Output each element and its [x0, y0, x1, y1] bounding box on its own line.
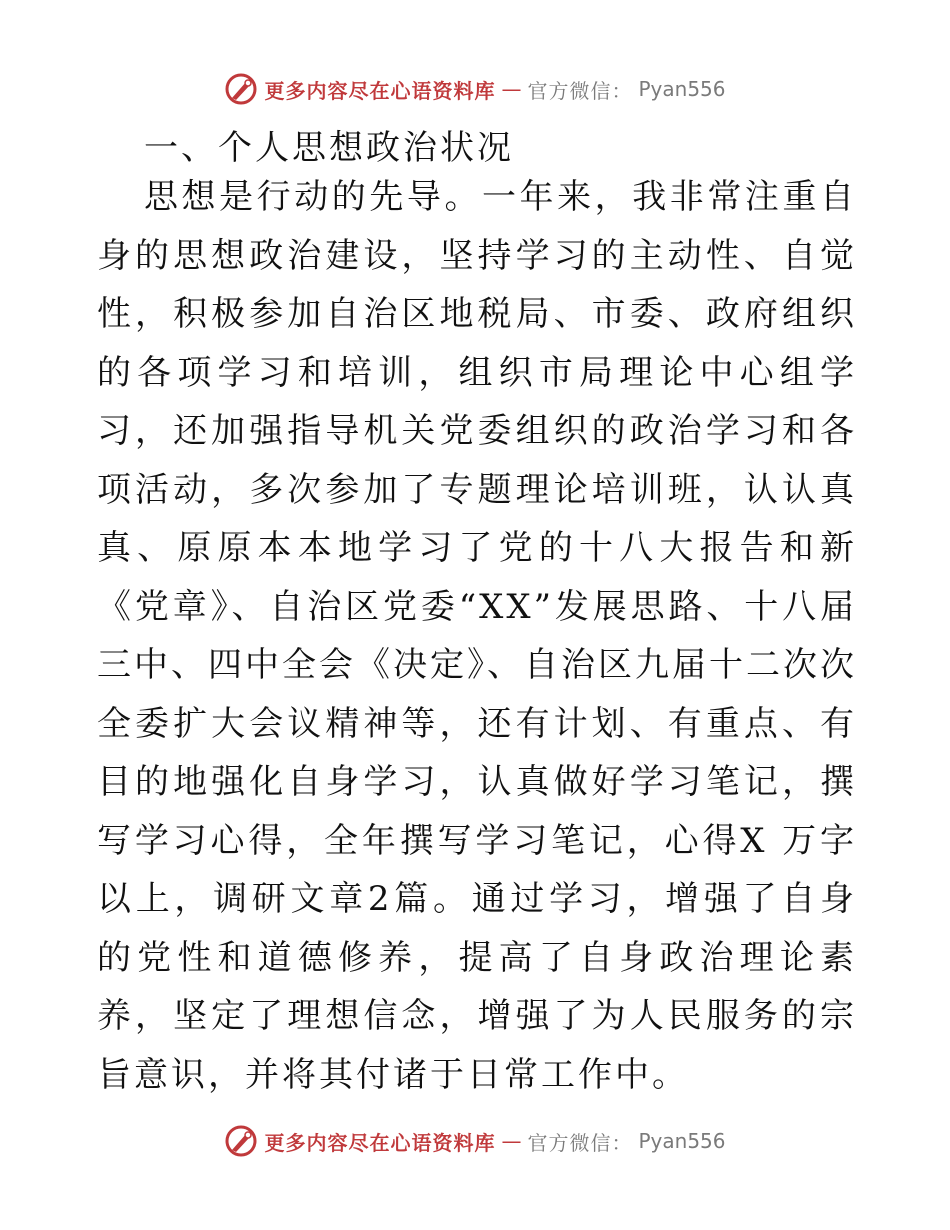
watermark-red-text: 更多内容尽在心语资料库 [264, 78, 496, 103]
pen-logo-icon [224, 72, 258, 106]
footer-watermark [0, 1124, 950, 1158]
watermark-gray-text: 官方微信： [527, 78, 633, 103]
watermark-gray-text: 官方微信： [527, 1130, 633, 1155]
body-paragraph: 思想是行动的先导。一年来，我非常注重自身的思想政治建设，坚持学习的主动性、自觉性，积极参加自治区地税局、市委、政府组织的各项学习和培训，组织市局理论中心组学习，还加强指导机关党委组织的政治学习和各项活动，多次参加了专题理论培训班，认认真真、原原本本地学习了党的十八大报告和新《党章》、自治区党委“XX”发展思路、十八届三中、四中全会《决定》、自治区九届十二次次全委扩大会议精神等，还有计划、有重点、有目的地强化自身学习，认真做好学习笔记，撰写学习心得，全年撰写学习笔记，心得X 万字以上，调研文章2篇。通过学习，增强了自身的党性和道德修养，提高了自身政治理论素养，坚定了理想信念，增强了为人民服务的宗旨意识，并将其付诸于日常工作中。 [97, 177, 857, 1095]
watermark-wechat-id: Pyan556 [638, 77, 726, 101]
watermark-wechat-id: Pyan556 [638, 1129, 726, 1153]
header-watermark [0, 72, 950, 106]
watermark-red-text: 更多内容尽在心语资料库 [264, 1130, 496, 1155]
watermark-separator: — [501, 1129, 522, 1153]
section-heading: 一、个人思想政治状况 [144, 128, 514, 168]
pen-logo-icon [224, 1124, 258, 1158]
watermark-separator: — [501, 77, 522, 101]
